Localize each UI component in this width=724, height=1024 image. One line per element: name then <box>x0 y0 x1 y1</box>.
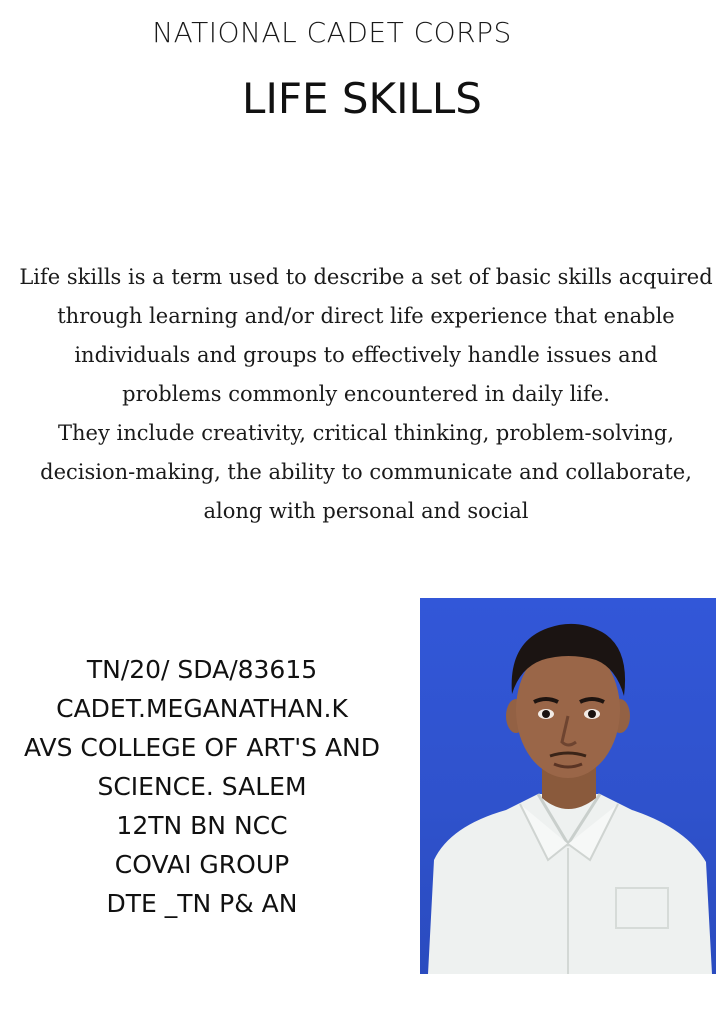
cadet-photo <box>420 598 716 974</box>
cadet-details <box>0 650 404 923</box>
cadet-college-location: SCIENCE. SALEM <box>97 772 307 801</box>
portrait-illustration <box>420 598 716 974</box>
cadet-directorate: DTE _TN P& AN <box>106 889 298 918</box>
org-title: NATIONAL CADET CORPS <box>152 16 512 49</box>
description-paragraph <box>8 258 724 531</box>
cadet-group: COVAI GROUP <box>114 850 290 879</box>
description-line: individuals and groups to effectively handle issues and <box>74 343 658 367</box>
description-line: along with personal and social <box>203 499 529 523</box>
description-line: through learning and/or direct life experience that enable <box>57 304 675 328</box>
description-line: Life skills is a term used to describe a set of basic skills acquired <box>19 265 713 289</box>
cadet-regimental-number: TN/20/ SDA/83615 <box>86 655 318 684</box>
description-line: They include creativity, critical thinking, problem-solving, <box>57 421 675 445</box>
cadet-name: CADET.MEGANATHAN.K <box>56 694 348 723</box>
description-line: problems commonly encountered in daily life. <box>122 382 610 406</box>
page-title: LIFE SKILLS <box>242 74 482 123</box>
cadet-battalion: 12TN BN NCC <box>116 811 288 840</box>
cadet-college: AVS COLLEGE OF ART'S AND <box>24 733 380 762</box>
description-line: decision-making, the ability to communicate and collaborate, <box>40 460 692 484</box>
